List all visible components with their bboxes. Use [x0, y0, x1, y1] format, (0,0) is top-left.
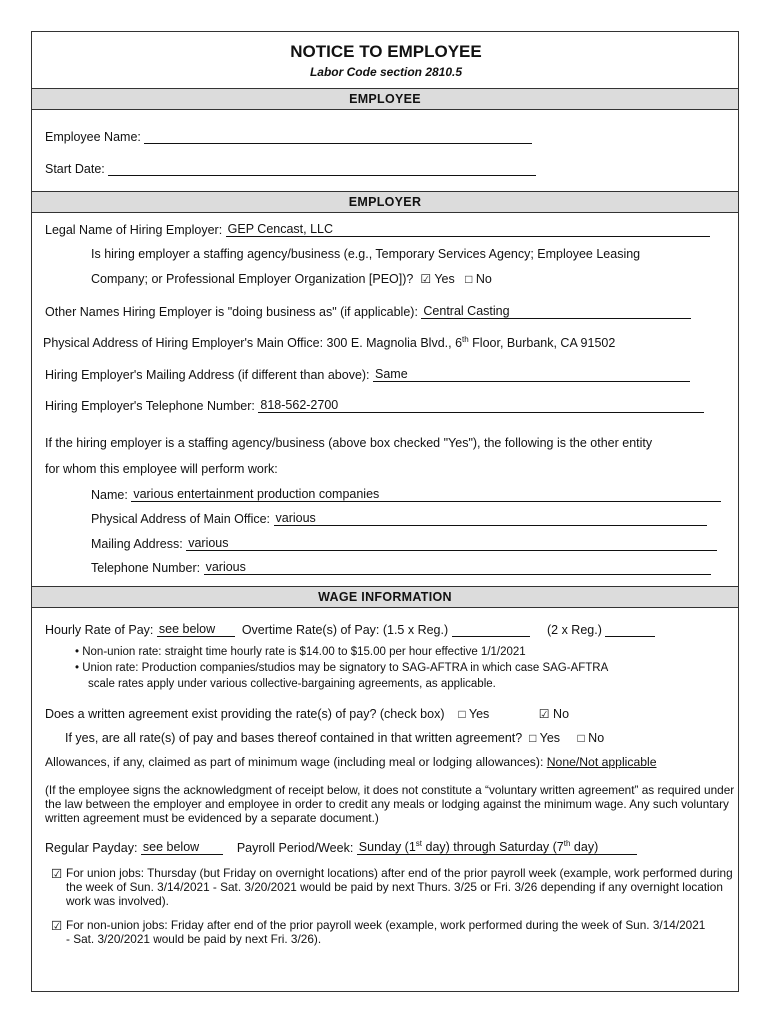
staffing-no-label: No [475, 272, 492, 286]
oe-mailing-value: various [188, 536, 229, 550]
start-date-field[interactable] [108, 161, 536, 176]
employer-phone-label: Hiring Employer's Telephone Number: [45, 399, 255, 413]
physical-address-value [327, 336, 616, 350]
contained-row [65, 731, 604, 745]
payroll-period-label: Payroll Period/Week: [236, 841, 354, 856]
start-date-label: Start Date: [45, 162, 105, 176]
rate-bullet-union [75, 662, 608, 674]
rate-bullet-union-cont: scale rates apply under various collective-bargaining agreements, as applicable. [88, 678, 496, 690]
employer-phone-row [45, 398, 704, 413]
written-yes-label: Yes [468, 707, 490, 721]
physical-address-value-a: 300 E. Magnolia Blvd., 6 [326, 336, 463, 351]
hourly-rate-value: see below [158, 622, 216, 636]
staffing-no-checkbox[interactable]: □ [465, 272, 473, 286]
dba-field[interactable] [421, 304, 691, 319]
oe-name-value: various entertainment production companies [133, 487, 380, 501]
oe-mailing-label: Mailing Address: [91, 537, 183, 551]
physical-address-sup: th [462, 335, 469, 344]
allowances-value[interactable]: None/Not applicable [546, 755, 657, 769]
period-c: day) [570, 840, 599, 855]
period-a: Sunday (1 [358, 840, 416, 855]
employer-phone-field[interactable] [258, 398, 704, 413]
other-entity-line2: for whom this employee will perform work: [45, 462, 278, 476]
wage-section-header: WAGE INFORMATION [32, 586, 738, 608]
employee-section-header: EMPLOYEE [32, 88, 738, 110]
written-agreement-question: Does a written agreement exist providing the rate(s) of pay? (check box) [45, 707, 445, 721]
employer-section-header: EMPLOYER [32, 191, 738, 213]
employee-name-field[interactable] [144, 129, 532, 144]
payroll-period-field[interactable] [357, 839, 637, 855]
overtime-2x-label: (2 x Reg.) [547, 623, 602, 637]
employer-phone-value: 818-562-2700 [260, 398, 339, 412]
bullet-icon: • [75, 662, 80, 674]
staffing-question-text: Company; or Professional Employer Organization [PEO])? [91, 272, 414, 286]
staffing-question-line2 [91, 272, 492, 286]
allowances-label: Allowances, if any, claimed as part of minimum wage (including meal or lodging allowances): [45, 755, 544, 769]
contained-yes-checkbox[interactable]: □ [529, 731, 537, 745]
physical-address-row [43, 335, 615, 350]
legal-name-field[interactable] [226, 222, 710, 237]
mailing-address-row [45, 367, 690, 382]
other-entity-line1: If the hiring employer is a staffing agency/business (above box checked "Yes"), the following is the other entity [45, 436, 653, 450]
payday-label: Regular Payday: [45, 841, 138, 856]
oe-name-field[interactable] [131, 487, 721, 502]
period-sup1: st [415, 839, 423, 848]
mailing-address-value: Same [375, 367, 408, 381]
oe-name-row [91, 487, 721, 502]
oe-mailing-row [91, 536, 717, 551]
written-agreement-row [45, 707, 569, 721]
staffing-yes-checkbox[interactable]: ☑ [420, 272, 432, 286]
page-title: NOTICE TO EMPLOYEE [290, 42, 482, 61]
period-sup2: th [563, 839, 571, 848]
oe-phone-field[interactable] [204, 560, 711, 575]
legal-name-row [45, 222, 710, 237]
contained-no-label: No [588, 731, 605, 745]
legal-name-value: GEP Cencast, LLC [227, 222, 334, 236]
employee-name-label: Employee Name: [45, 130, 141, 144]
staffing-question-line1: Is hiring employer a staffing agency/business (e.g., Temporary Services Agency; Employee Leasing [91, 247, 641, 261]
payday-value: see below [142, 840, 200, 855]
staffing-yes-label: Yes [434, 272, 455, 286]
physical-address-label: Physical Address of Hiring Employer's Main Office: [43, 336, 324, 351]
dba-value: Central Casting [423, 304, 510, 318]
oe-physical-label: Physical Address of Main Office: [91, 512, 271, 526]
union-checkbox[interactable]: ☑ [51, 867, 63, 881]
oe-phone-value: various [205, 560, 246, 574]
notice-form [31, 31, 739, 992]
oe-physical-row [91, 511, 707, 526]
period-b: day) through Saturday (7 [422, 840, 564, 855]
hourly-rate-row [45, 622, 655, 637]
union-payday-note: For union jobs: Thursday (but Friday on overnight locations) after end of the prior payroll week (example, work performed during the week of Sun. 3/14/2021 - Sat. 3/20/2021 would be paid by next Thurs. 3/25 or Fri. 3/26 depending if any overnight location work was involved). [66, 866, 733, 908]
rate-bullet-union-text: Union rate: Production companies/studios may be signatory to SAG-AFTRA in which case SAG-AFTRA [82, 662, 609, 674]
allowances-row [45, 755, 657, 769]
written-yes-checkbox[interactable]: □ [458, 707, 466, 721]
oe-name-label: Name: [91, 488, 128, 502]
hourly-rate-field[interactable] [157, 622, 235, 637]
oe-phone-row [91, 560, 711, 575]
oe-mailing-field[interactable] [186, 536, 717, 551]
contained-yes-label: Yes [539, 731, 561, 745]
employee-name-row [45, 129, 532, 144]
payday-field[interactable] [141, 840, 223, 855]
start-date-row [45, 161, 536, 176]
physical-address-value-b: Floor, Burbank, CA 91502 [468, 336, 616, 351]
written-no-checkbox[interactable]: ☑ [538, 707, 550, 721]
overtime-2x-field[interactable] [605, 622, 655, 637]
legal-name-label: Legal Name of Hiring Employer: [45, 223, 223, 237]
oe-physical-value: various [275, 511, 316, 525]
overtime-15-field[interactable] [452, 622, 530, 637]
written-no-label: No [553, 707, 570, 721]
mailing-address-field[interactable] [373, 367, 690, 382]
contained-question: If yes, are all rate(s) of pay and bases thereof contained in that written agreement? [65, 731, 523, 745]
rate-bullet-nonunion-text: Non-union rate: straight time hourly rate is $14.00 to $15.00 per hour effective 1/1/2021 [82, 646, 526, 658]
nonunion-checkbox[interactable]: ☑ [51, 919, 63, 933]
oe-physical-field[interactable] [274, 511, 707, 526]
payday-row [45, 839, 637, 855]
page-subtitle: Labor Code section 2810.5 [309, 65, 463, 79]
payroll-period-value [357, 840, 598, 854]
bullet-icon: • [75, 646, 80, 658]
overtime-label: Overtime Rate(s) of Pay: (1.5 x Reg.) [241, 623, 449, 637]
acknowledgment-note: (If the employee signs the acknowledgment of receipt below, it does not constitute a “voluntary written agreement” as required under the law between the employer and employee in order to credit any meals or lodging against the minimum wage. Any such voluntary written agreement must be evidenced by a separate document.) [45, 783, 735, 825]
oe-phone-label: Telephone Number: [91, 561, 201, 575]
contained-no-checkbox[interactable]: □ [577, 731, 585, 745]
nonunion-payday-note: For non-union jobs: Friday after end of the prior payroll week (example, work performed during the week of Sun. 3/14/2021 - Sat. 3/20/2021 would be paid by next Fri. 3/26). [66, 918, 706, 946]
rate-bullet-nonunion [75, 646, 526, 658]
dba-label: Other Names Hiring Employer is "doing business as" (if applicable): [45, 305, 418, 319]
hourly-rate-label: Hourly Rate of Pay: [45, 623, 154, 637]
dba-row [45, 304, 691, 319]
mailing-address-label: Hiring Employer's Mailing Address (if different than above): [45, 368, 370, 382]
